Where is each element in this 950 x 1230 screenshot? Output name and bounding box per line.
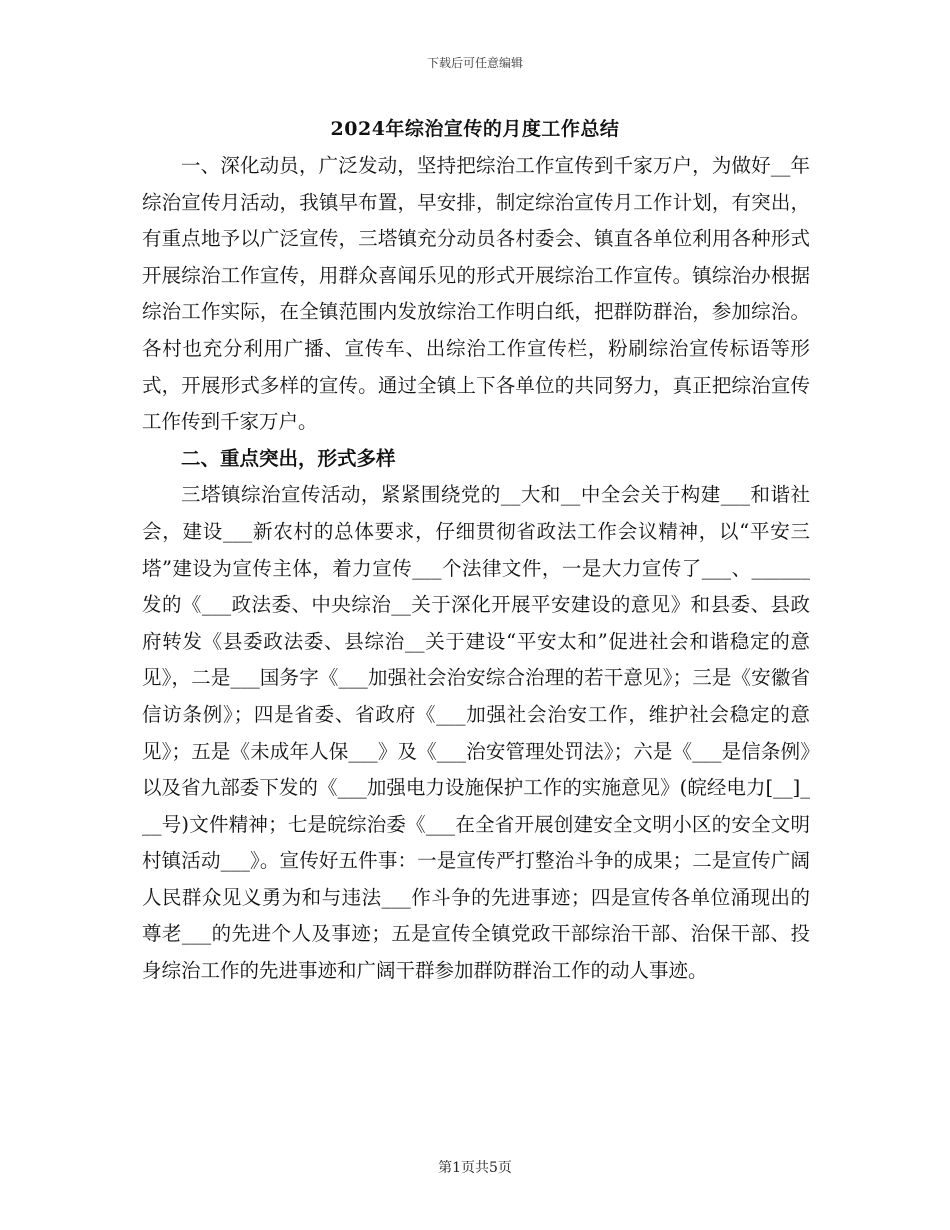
paragraph-section-2: 三塔镇综治宣传活动，紧紧围绕党的__大和__中全会关于构建___和谐社会，建设___新农村的总体要求，仔细贯彻省政法工作会议精神，以“平安三塔”建设为宣传主体，着力宣传___个法律文件，一是大力宣传了___、______发的《___政法委、中央综治__关于深化开展平安建设的意见》和县委、县政府转发《县委政法委、县综治__关于建设“平安太和”促进社会和谐稳定的意见》，二是___国务字《___加强社会治安综合治理的若干意见》；三是《安徽省信访条例》；四是省委、省政府《___加强社会治安工作，维护社会稳定的意见》；五是《未成年人保___》及《___治安管理处罚法》；六是《___是信条例》以及省九部委下发的《___加强电力设施保护工作的实施意见》(皖经电力[__]___号)文件精神；七是皖综治委《___在全省开展创建安全文明小区的安全文明村镇活动___》。宣传好五件事：一是宣传严打整治斗争的成果；二是宣传广阔人民群众见义勇为和与违法___作斗争的先进事迹；四是宣传各单位涌现出的尊老___的先进个人及事迹；五是宣传全镇党政干部综治干部、治保干部、投身综治工作的先进事迹和广阔干群参加群防群治工作的动人事迹。 — [142, 483, 810, 983]
document-title: 2024年综治宣传的月度工作总结 — [330, 118, 620, 140]
document-body — [142, 148, 810, 990]
section-heading-2: 二、重点突出，形式多样 — [181, 446, 396, 470]
paragraph-section-1: 一、深化动员，广泛发动，坚持把综治工作宣传到千家万户，为做好__年综治宣传月活动，我镇早布置，早安排，制定综治宣传月工作计划，有突出，有重点地予以广泛宣传，三塔镇充分动员各村委会、镇直各单位利用各种形式开展综治工作宣传，用群众喜闻乐见的形式开展综治工作宣传。镇综治办根据综治工作实际，在全镇范围内发放综治工作明白纸，把群防群治，参加综治。各村也充分利用广播、宣传车、出综治工作宣传栏，粉刷综治宣传标语等形式，开展形式多样的宣传。通过全镇上下各单位的共同努力，真正把综治宣传工作传到千家万户。 — [142, 154, 810, 434]
page-header-note: 下载后可任意编辑 — [426, 56, 523, 70]
page-number: 第1页共5页 — [438, 1160, 512, 1176]
